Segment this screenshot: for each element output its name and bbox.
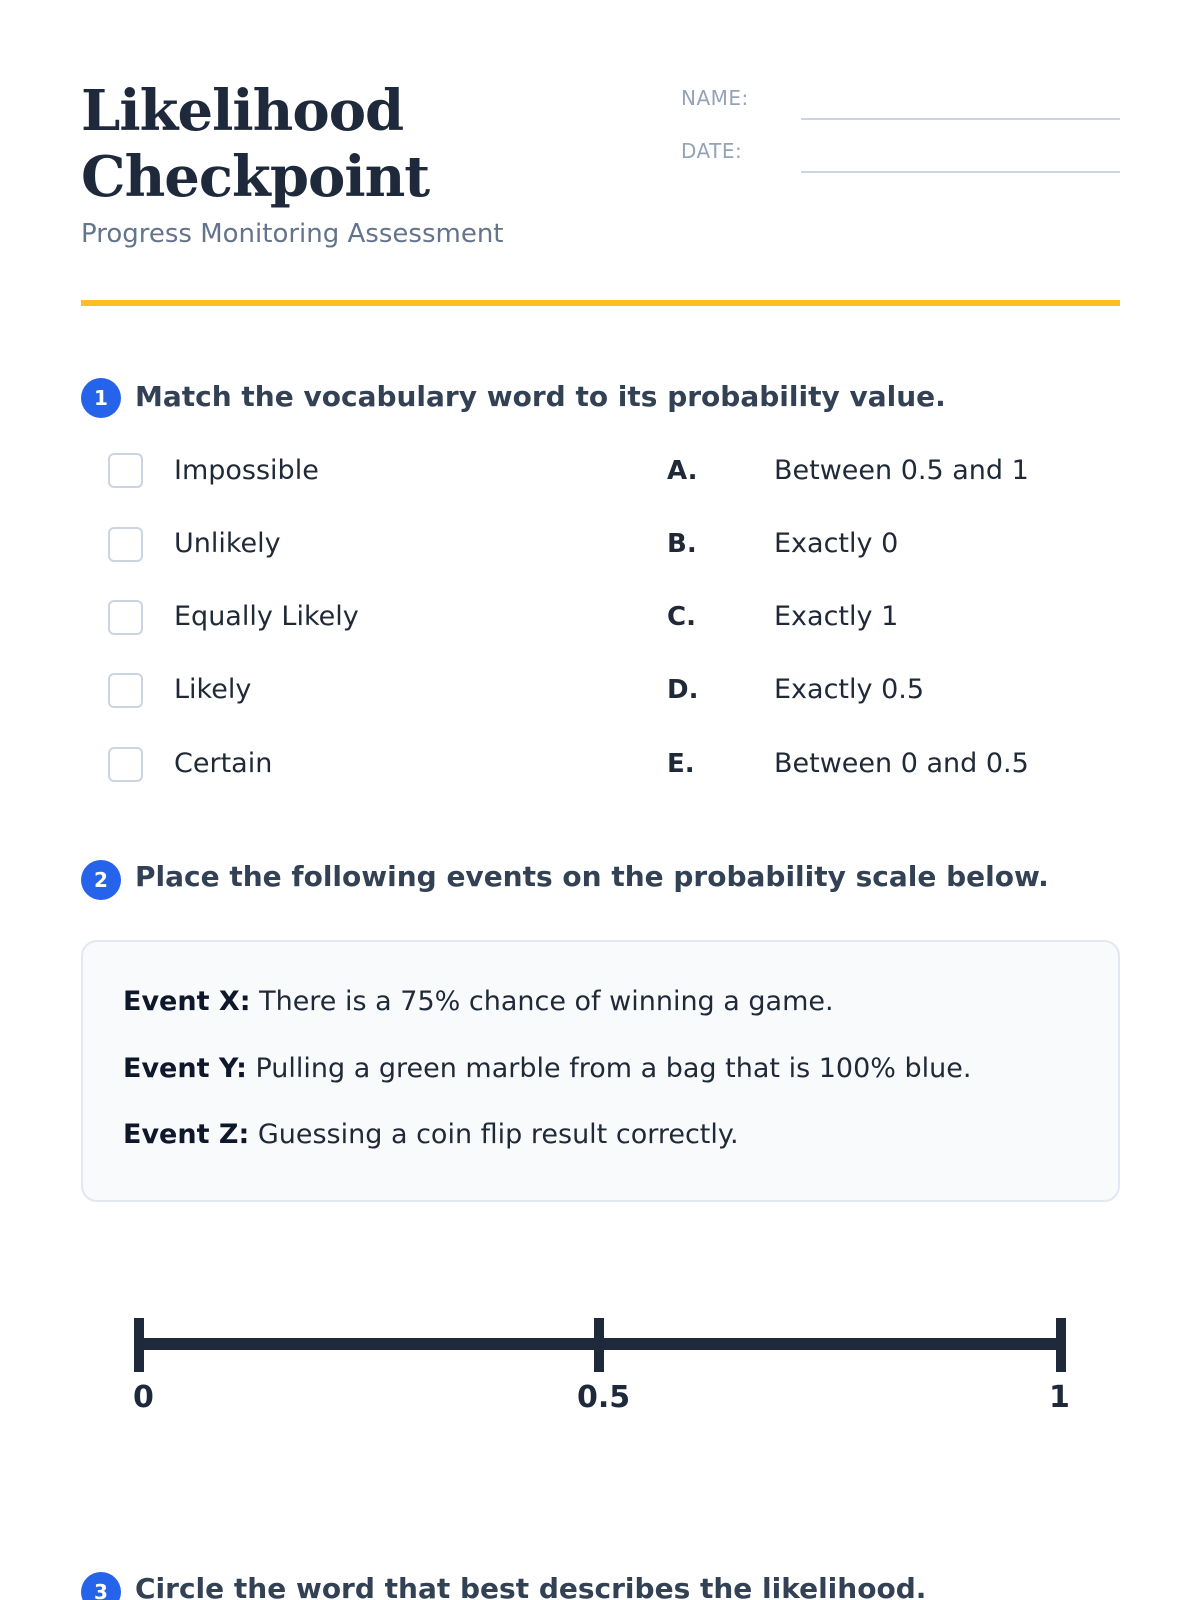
answer-checkbox[interactable] — [108, 527, 143, 562]
choice-definition: Exactly 0.5 — [774, 674, 925, 705]
choice-definition: Exactly 1 — [774, 601, 899, 632]
title-line-1: Likelihood — [81, 78, 404, 144]
page-title — [81, 78, 601, 210]
event-list-box — [81, 940, 1120, 1202]
vocab-word: Certain — [174, 748, 273, 779]
title-line-2: Checkpoint — [81, 144, 430, 210]
answer-checkbox[interactable] — [108, 673, 143, 708]
worksheet-page — [81, 0, 1120, 1600]
answer-checkbox[interactable] — [108, 747, 143, 782]
choice-letter: B. — [667, 529, 697, 559]
scale-label-1: 1 — [1049, 1380, 1070, 1415]
answer-checkbox[interactable] — [108, 600, 143, 635]
header-divider — [81, 300, 1120, 306]
answer-checkbox[interactable] — [108, 453, 143, 488]
probability-scale — [81, 1300, 1120, 1440]
choice-definition: Exactly 0 — [774, 528, 899, 559]
event-label: Event Y: — [123, 1053, 247, 1084]
choice-letter: A. — [667, 456, 698, 486]
question-3-number-badge: 3 — [81, 1572, 121, 1600]
choice-definition: Between 0 and 0.5 — [774, 748, 1029, 779]
name-label: NAME: — [681, 86, 749, 110]
event-text: Pulling a green marble from a bag that is 100% blue. — [246, 1053, 972, 1084]
choice-letter: E. — [667, 749, 695, 779]
date-field[interactable] — [801, 171, 1120, 173]
event-item — [123, 1053, 971, 1084]
vocab-word: Equally Likely — [174, 601, 359, 632]
event-label: Event X: — [123, 986, 251, 1017]
name-field[interactable] — [801, 118, 1120, 120]
scale-tick-half — [594, 1318, 604, 1372]
event-text: There is a 75% chance of winning a game. — [250, 986, 834, 1017]
scale-tick-1 — [1056, 1318, 1066, 1372]
question-3-prompt: Circle the word that best describes the likelihood. — [135, 1572, 927, 1600]
event-item — [123, 1119, 739, 1150]
vocab-word: Unlikely — [174, 528, 281, 559]
vocab-word: Likely — [174, 674, 252, 705]
choice-definition: Between 0.5 and 1 — [774, 455, 1029, 486]
scale-label-0: 0 — [133, 1380, 154, 1415]
scale-label-half: 0.5 — [577, 1380, 631, 1415]
date-label: DATE: — [681, 139, 743, 163]
vocab-word: Impossible — [174, 455, 319, 486]
event-item — [123, 986, 834, 1017]
event-text: Guessing a coin flip result correctly. — [249, 1119, 739, 1150]
question-1-prompt: Match the vocabulary word to its probability value. — [135, 380, 946, 413]
question-1-number-badge: 1 — [81, 378, 121, 418]
page-subtitle: Progress Monitoring Assessment — [81, 219, 504, 249]
question-2-number-badge: 2 — [81, 860, 121, 900]
choice-letter: D. — [667, 675, 699, 705]
event-label: Event Z: — [123, 1119, 250, 1150]
choice-letter: C. — [667, 602, 696, 632]
question-2-prompt: Place the following events on the probability scale below. — [135, 860, 1049, 893]
scale-tick-0 — [134, 1318, 144, 1372]
